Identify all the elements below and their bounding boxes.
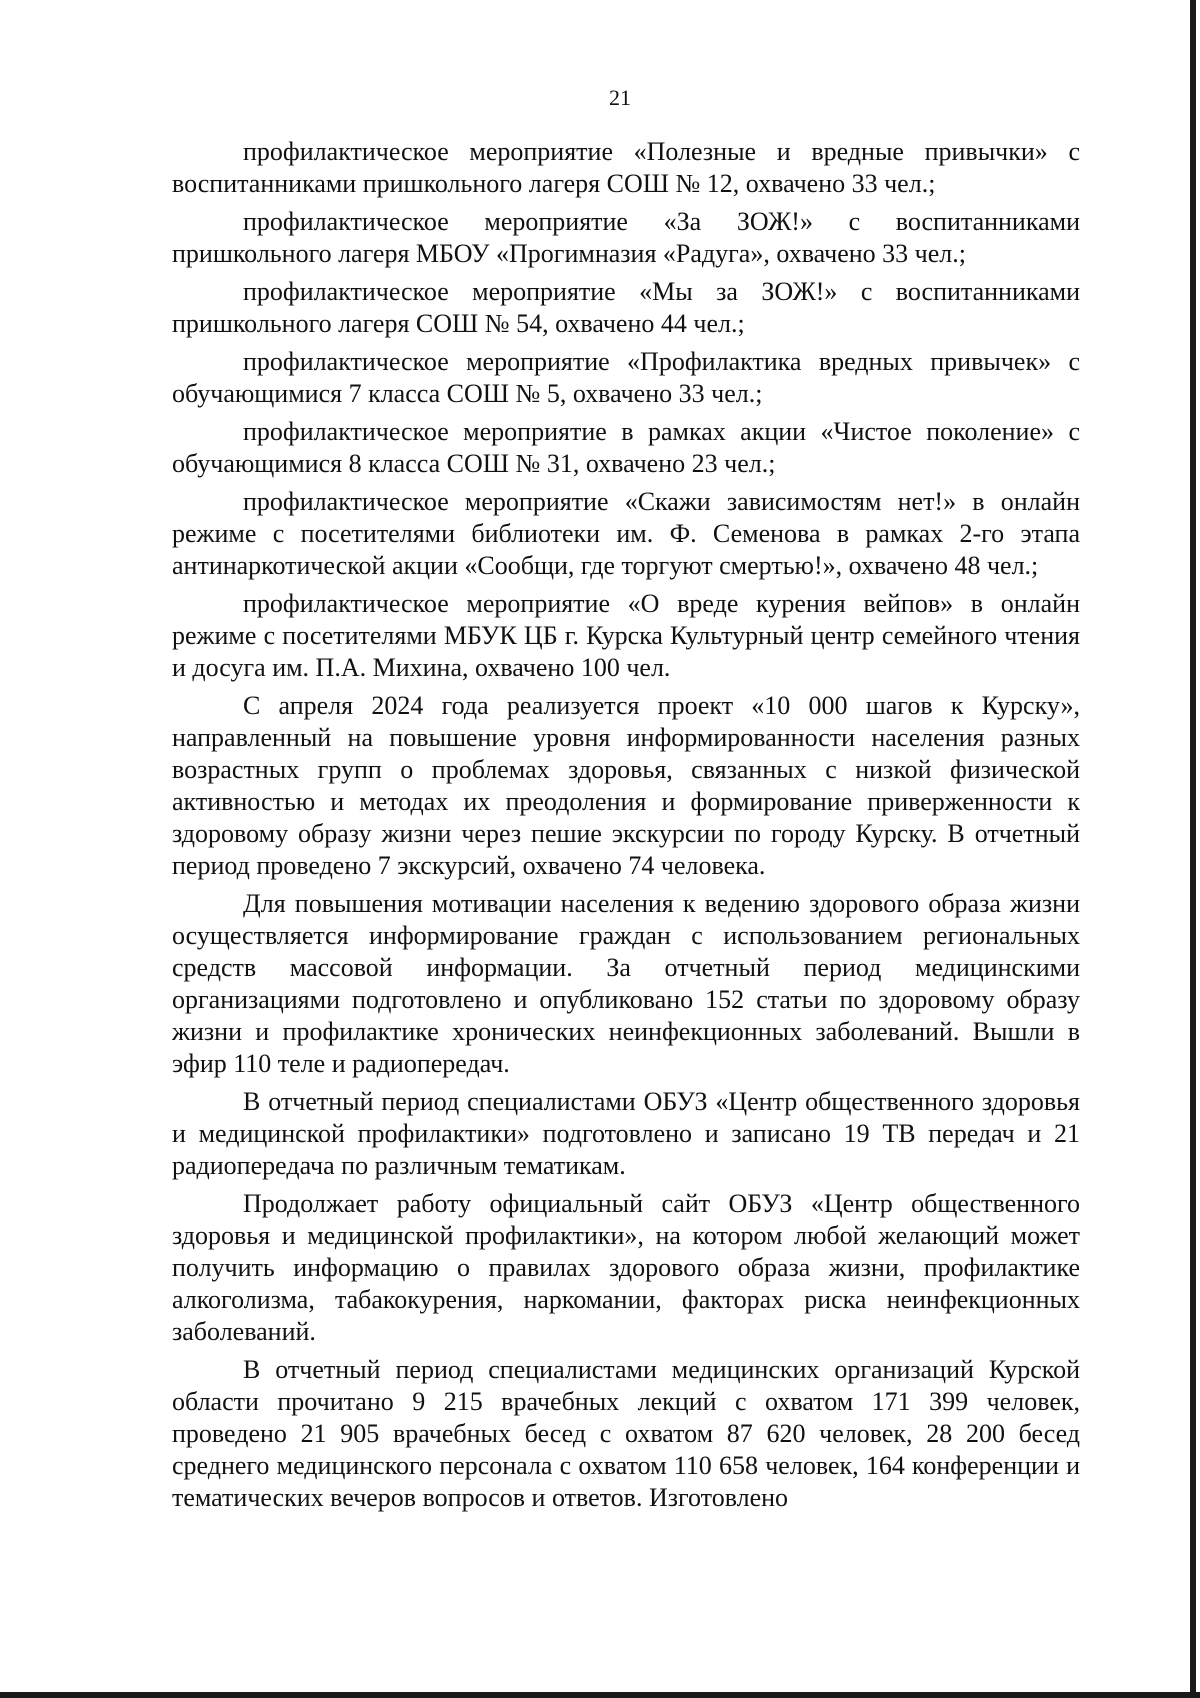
body-text <box>172 136 1080 1514</box>
paragraph: профилактическое мероприятие «Мы за ЗОЖ!» с воспитанниками пришкольного лагеря СОШ № 54, охвачено 44 чел.; <box>172 277 1080 338</box>
paragraph: профилактическое мероприятие «Скажи зависимостям нет!» в онлайн режиме с посетителями библиотеки им. Ф. Семенова в рамках 2-го этапа антинаркотической акции «Сообщи, где торгуют смертью!», охвачено 48 чел.; <box>172 487 1080 580</box>
paragraph: профилактическое мероприятие «Профилактика вредных привычек» с обучающимися 7 класса СОШ № 5, охвачено 33 чел.; <box>172 347 1080 408</box>
paragraph: профилактическое мероприятие «Полезные и вредные привычки» с воспитанниками пришкольного лагеря СОШ № 12, охвачено 33 чел.; <box>172 137 1080 198</box>
page-number: 21 <box>609 85 631 110</box>
paragraph: профилактическое мероприятие «О вреде курения вейпов» в онлайн режиме с посетителями МБУК ЦБ г. Курска Культурный центр семейного чтения и досуга им. П.А. Михина, охвачено 100 чел. <box>172 589 1080 682</box>
paragraph: В отчетный период специалистами ОБУЗ «Центр общественного здоровья и медицинской профилактики» подготовлено и записано 19 ТВ передач и 21 радиопередача по различным тематикам. <box>172 1087 1080 1180</box>
scan-edge-right <box>1190 0 1196 1698</box>
paragraph: С апреля 2024 года реализуется проект «10 000 шагов к Курску», направленный на повышение уровня информированности населения разных возрастных групп о проблемах здоровья, связанных с низкой физической активностью и методах их преодоления и формирование приверженности к здоровому образу жизни через пешие экскурсии по городу Курску. В отчетный период проведено 7 экскурсий, охвачено 74 человека. <box>172 691 1080 880</box>
scan-edge-bottom <box>0 1692 1200 1698</box>
paragraph: Для повышения мотивации населения к ведению здорового образа жизни осуществляется информирование граждан с использованием региональных средств массовой информации. За отчетный период медицинскими организациями подготовлено и опубликовано 152 статьи по здоровому образу жизни и профилактике хронических неинфекционных заболеваний. Вышли в эфир 110 теле и радиопередач. <box>172 889 1080 1078</box>
paragraph: В отчетный период специалистами медицинских организаций Курской области прочитано 9 215 врачебных лекций с охватом 171 399 человек, проведено 21 905 врачебных бесед с охватом 87 620 человек, 28 200 бесед среднего медицинского персонала с охватом 110 658 человек, 164 конференции и тематических вечеров вопросов и ответов. Изготовлено <box>172 1355 1080 1512</box>
paragraph: профилактическое мероприятие в рамках акции «Чистое поколение» с обучающимися 8 класса СОШ № 31, охвачено 23 чел.; <box>172 417 1080 478</box>
paragraph: профилактическое мероприятие «За ЗОЖ!» с воспитанниками пришкольного лагеря МБОУ «Прогимназия «Радуга», охвачено 33 чел.; <box>172 207 1080 268</box>
paragraph: Продолжает работу официальный сайт ОБУЗ «Центр общественного здоровья и медицинской профилактики», на котором любой желающий может получить информацию о правилах здорового образа жизни, профилактике алкоголизма, табакокурения, наркомании, факторах риска неинфекционных заболеваний. <box>172 1189 1080 1346</box>
